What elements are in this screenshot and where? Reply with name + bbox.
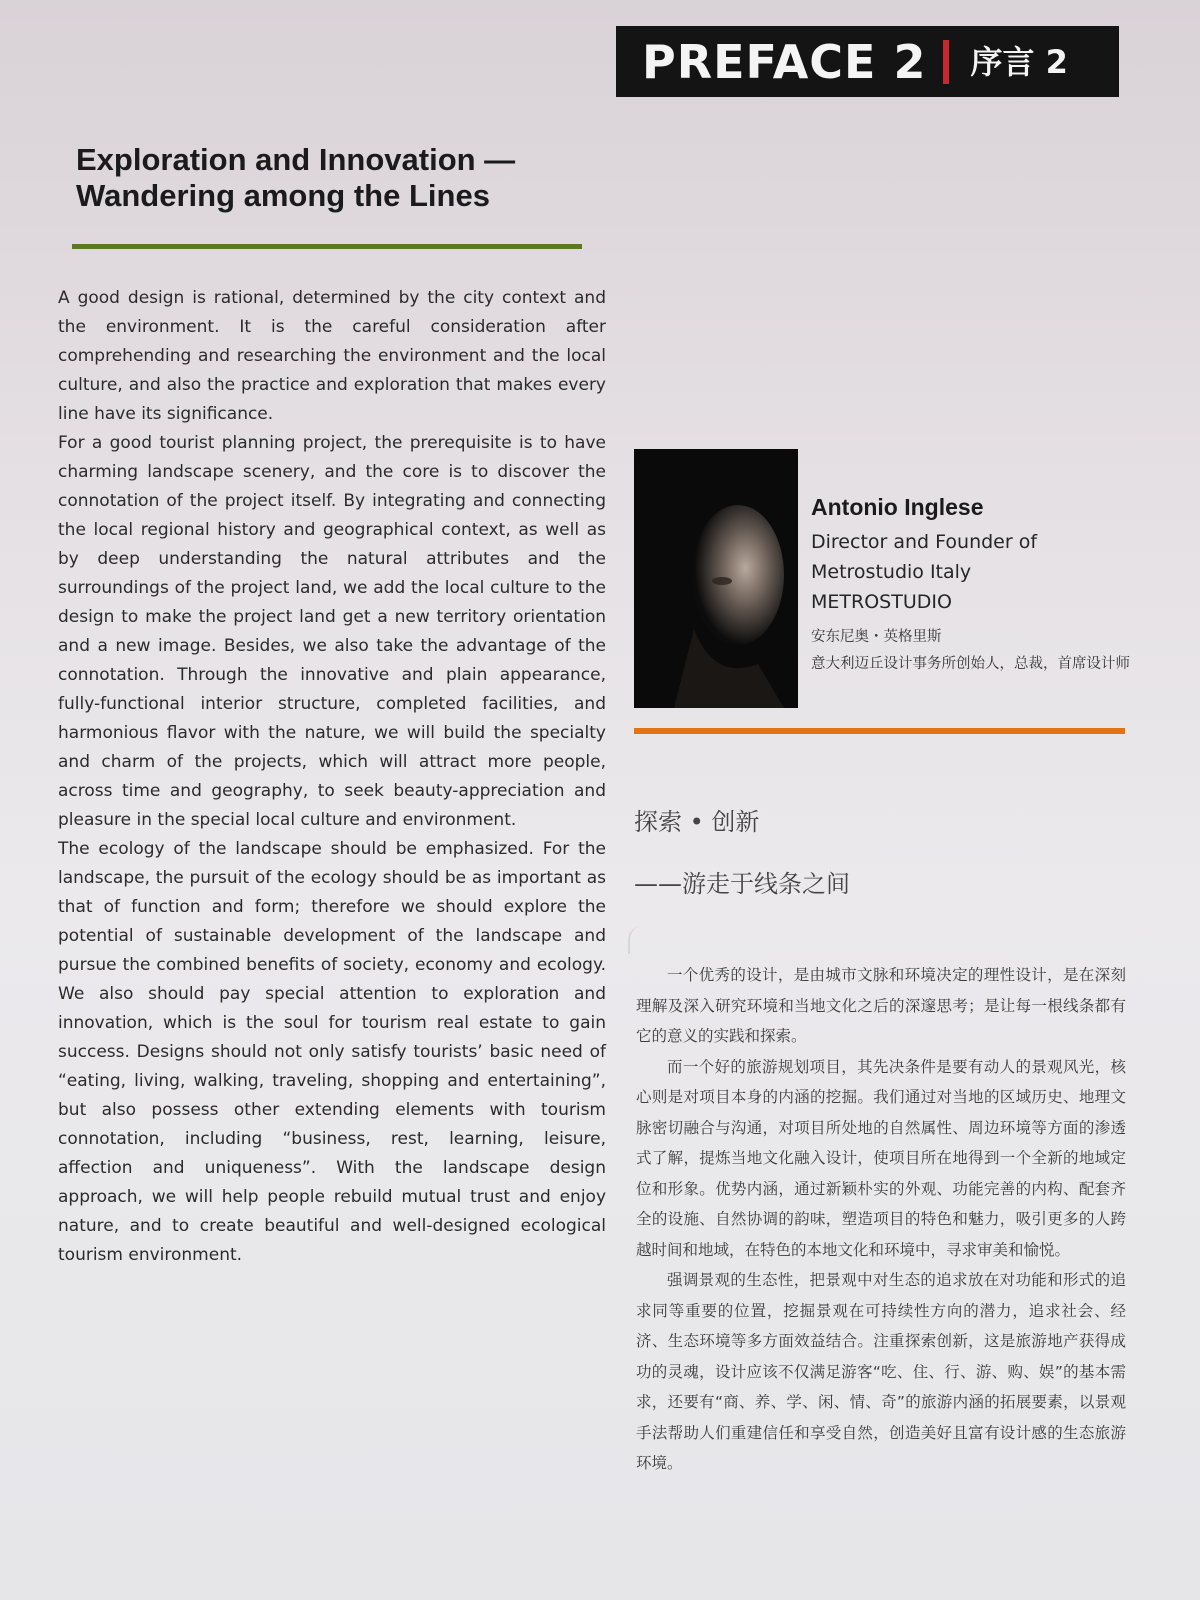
- article-body-cn: [636, 960, 1126, 1479]
- en-paragraph-1: A good design is rational, determined by the city context and the environment. It is the careful consideration after comprehending and researching the environment and the local culture, and also the practice and exploration that makes every line have its significance.: [58, 288, 606, 424]
- preface-label-cn: 序言 2: [970, 42, 1068, 81]
- author-role-line2: Metrostudio Italy: [811, 561, 972, 583]
- banner-divider: [943, 40, 949, 84]
- cn-paragraph-2: 而一个好的旅游规划项目，其先决条件是要有动人的景观风光，核心则是对项目本身的内涵的挖掘。我们通过对当地的区域历史、地理文脉密切融合与沟通，对项目所处地的自然属性、周边环境等方面的渗透式了解，提炼当地文化融入设计，使项目所在地得到一个全新的地域定位和形象。优势内涵，通过新颖朴实的外观、功能完善的内构、配套齐全的设施、自然协调的韵味，塑造项目的特色和魅力，吸引更多的人跨越时间和地域，在特色的本地文化和环境中，寻求审美和愉悦。: [636, 1057, 1126, 1259]
- en-paragraph-3: The ecology of the landscape should be emphasized. For the landscape, the pursuit of the ecology should be as important as that of function and form; therefore we should explore the potential of sustainable development of the landscape and pursue the combined benefits of society, economy and ecology. We also should pay special attention to exploration and innovation, which is the soul for tourism real estate to gain success. Designs should not only satisfy tourists’ basic need of “eating, living, walking, traveling, shopping and entertaining”, but also possess other extending elements with tourism connotation, including “business, rest, learning, leisure, affection and uniqueness”. With the landscape design approach, we will help people rebuild mutual trust and enjoy nature, and to create beautiful and well-designed ecological tourism environment.: [58, 839, 606, 1265]
- cn-paragraph-3: 强调景观的生态性，把景观中对生态的追求放在对功能和形式的追求同等重要的位置，挖掘景观在可持续性方向的潜力，追求社会、经济、生态环境等多方面效益结合。注重探索创新，这是旅游地产获得成功的灵魂，设计应该不仅满足游客“吃、住、行、游、购、娱”的基本需求，还要有“商、养、学、闲、情、奇”的旅游内涵的拓展要素，以景观手法帮助人们重建信任和享受自然，创造美好且富有设计感的生态旅游环境。: [636, 1271, 1126, 1472]
- en-paragraph-2: For a good tourist planning project, the prerequisite is to have charming landscape scenery, and the core is to discover the connotation of the project itself. By integrating and connecting the local regional history and geographical context, as well as by deep understanding the natural attributes and the surroundings of the project land, we add the local culture to the design to make the project land get a new territory orientation and a new image. Besides, we also take the advantage of the connotation. Through the innovative and plain appearance, fully-functional interior structure, completed facilities, and harmonious flavor with the nature, we will build the specialty and charm of the projects, which will attract more people, across time and geography, to seek beauty-appreciation and pleasure in the special local culture and environment.: [58, 433, 606, 830]
- author-role-cn: 意大利迈丘设计事务所创始人，总裁，首席设计师: [811, 656, 1130, 672]
- title-underline: [72, 244, 582, 249]
- preface-banner: [616, 26, 1119, 97]
- cn-paragraph-1: 一个优秀的设计，是由城市文脉和环境决定的理性设计，是在深刻理解及深入研究环境和当地文化之后的深邃思考；是让每一根线条都有它的意义的实践和探索。: [636, 966, 1126, 1045]
- author-name: Antonio Inglese: [811, 494, 984, 520]
- author-company: METROSTUDIO: [811, 591, 952, 613]
- article-body-en: [58, 284, 606, 1270]
- article-title-cn: 探索 • 创新: [634, 808, 760, 836]
- author-divider: [634, 728, 1125, 734]
- author-name-cn: 安东尼奥・英格里斯: [811, 629, 942, 645]
- article-subtitle-cn: ——游走于线条之间: [634, 870, 850, 898]
- quote-mark-decoration: [628, 926, 646, 954]
- author-info: [811, 494, 1131, 678]
- portrait-image: [634, 449, 798, 708]
- author-role-line1: Director and Founder of: [811, 531, 1038, 553]
- preface-label-en: PREFACE 2: [642, 34, 927, 89]
- author-portrait: [634, 449, 798, 708]
- article-title: Exploration and Innovation — Wandering among the Lines: [76, 142, 516, 213]
